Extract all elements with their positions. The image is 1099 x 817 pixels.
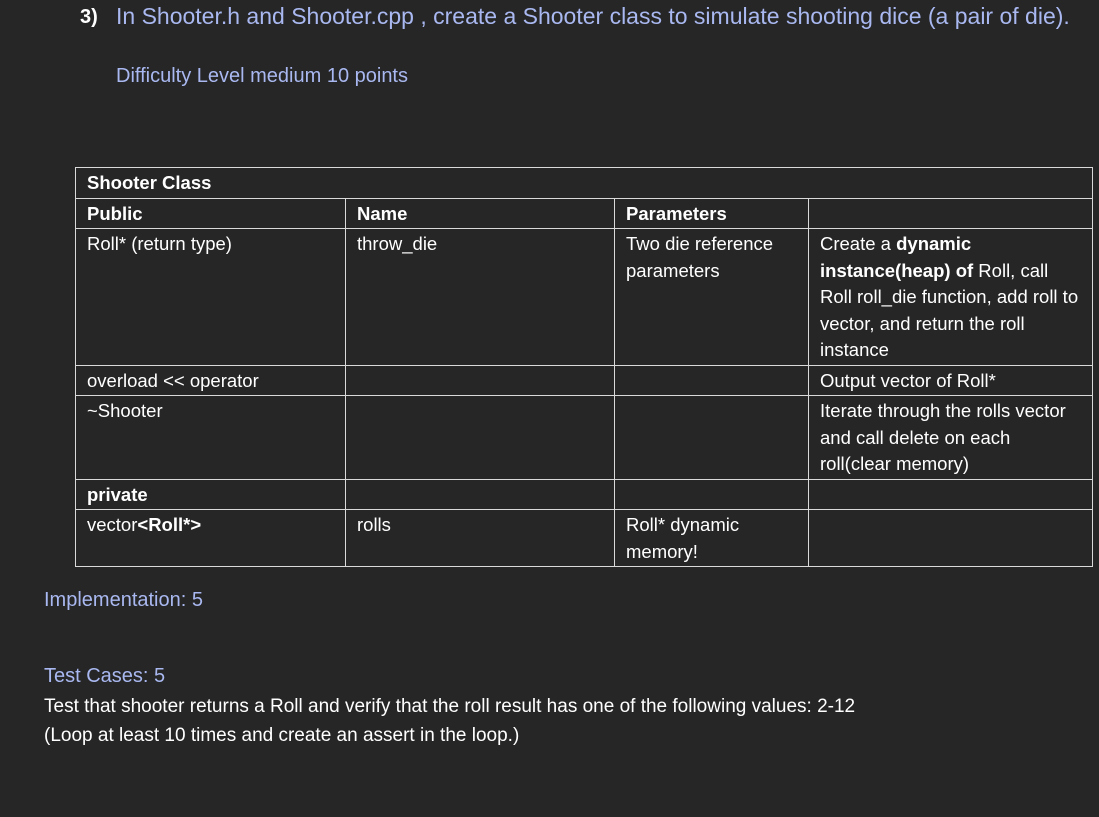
overload-description: Output vector of Roll* bbox=[809, 365, 1093, 396]
empty-cell bbox=[346, 479, 615, 510]
empty-cell bbox=[615, 365, 809, 396]
empty-cell bbox=[346, 396, 615, 480]
test-cases-heading: Test Cases: 5 bbox=[44, 665, 166, 687]
empty-cell bbox=[615, 479, 809, 510]
private-label: private bbox=[76, 479, 346, 510]
implementation-points: Implementation: 5 bbox=[44, 589, 203, 611]
table-row bbox=[76, 229, 1093, 366]
rolls-type-text: vector bbox=[87, 514, 138, 535]
shooter-class-table bbox=[75, 167, 1093, 567]
throw-die-return-type: Roll* (return type) bbox=[76, 229, 346, 366]
test-case-line-2: (Loop at least 10 times and create an assert in the loop.) bbox=[44, 725, 520, 746]
test-case-line-1: Test that shooter returns a Roll and verify that the roll result has one of the following values: 2-12 bbox=[44, 696, 856, 717]
table-caption-row bbox=[76, 168, 1093, 199]
destructor: ~Shooter bbox=[76, 396, 346, 480]
desc-bold-text: dynamic instance(heap) bbox=[820, 233, 972, 281]
question-title: In Shooter.h and Shooter.cpp , create a Shooter class to simulate shooting dice (a pair of die). bbox=[116, 3, 1070, 29]
header-name: Name bbox=[346, 198, 615, 229]
table-row bbox=[76, 510, 1093, 567]
table-row bbox=[76, 365, 1093, 396]
rolls-type bbox=[76, 510, 346, 567]
header-public: Public bbox=[76, 198, 346, 229]
header-description bbox=[809, 198, 1093, 229]
empty-cell bbox=[809, 510, 1093, 567]
desc-text: Create a bbox=[820, 233, 897, 254]
rolls-parameters: Roll* dynamic memory! bbox=[615, 510, 809, 567]
overload-operator: overload << operator bbox=[76, 365, 346, 396]
table-caption: Shooter Class bbox=[76, 168, 1093, 199]
throw-die-parameters: Two die reference parameters bbox=[615, 229, 809, 366]
empty-cell bbox=[809, 479, 1093, 510]
rolls-type-bold: <Roll*> bbox=[137, 514, 202, 535]
question-number: 3) bbox=[80, 6, 98, 28]
empty-cell bbox=[346, 365, 615, 396]
header-parameters: Parameters bbox=[615, 198, 809, 229]
difficulty-level: Difficulty Level medium 10 points bbox=[116, 65, 408, 87]
throw-die-description bbox=[809, 229, 1093, 366]
rolls-name: rolls bbox=[346, 510, 615, 567]
destructor-description: Iterate through the rolls vector and call delete on each roll(clear memory) bbox=[809, 396, 1093, 480]
table-row bbox=[76, 396, 1093, 480]
desc-text: Roll, call Roll roll_die function, add roll to vector, and return the roll instance bbox=[820, 259, 1079, 360]
throw-die-name: throw_die bbox=[346, 229, 615, 366]
table-header-row bbox=[76, 198, 1093, 229]
table-row bbox=[76, 479, 1093, 510]
empty-cell bbox=[615, 396, 809, 480]
desc-bold-text: of bbox=[955, 259, 974, 281]
